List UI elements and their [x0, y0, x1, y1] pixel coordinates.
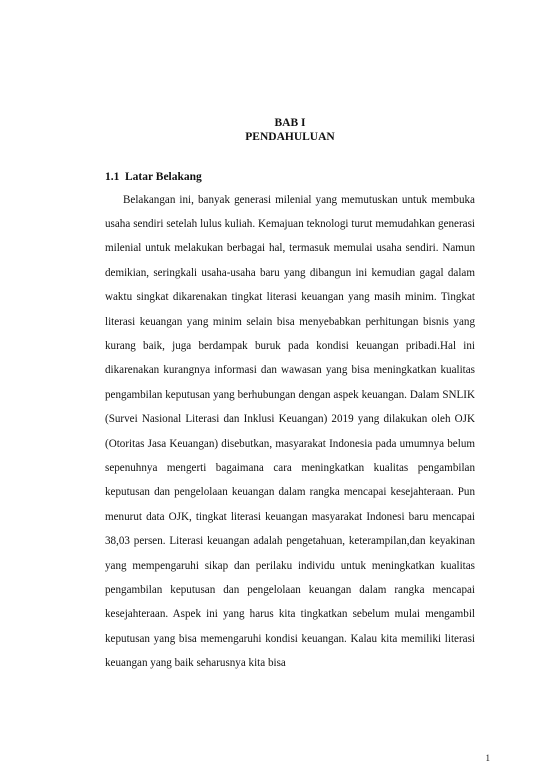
chapter-number: BAB I — [274, 117, 306, 129]
section-heading — [105, 170, 202, 184]
body-paragraph: Belakangan ini, banyak generasi milenial yang memutuskan untuk membuka usaha sendiri setelah lulus kuliah. Kemajuan teknologi turut memudahkan generasi milenial untuk melakukan berbagai hal, termasuk memulai usaha sendiri. Namun demikian, seringkali usaha-usaha baru yang dibangun ini kemudian gagal dalam waktu singkat dikarenakan tingkat literasi keuangan yang masih minim. Tingkat literasi keuangan yang minim selain bisa menyebabkan perhitungan bisnis yang kurang baik, juga berdampak buruk pada kondisi keuangan pribadi.Hal ini dikarenakan kurangnya informasi dan wawasan yang bisa meningkatkan kualitas pengambilan keputusan yang berhubungan dengan aspek keuangan. Dalam SNLIK (Survei Nasional Literasi dan Inklusi Keuangan) 2019 yang dilakukan oleh OJK (Otoritas Jasa Keuangan) disebutkan, masyarakat Indonesia pada umumnya belum sepenuhnya mengerti bagaimana cara meningkatkan kualitas pengambilan keputusan dan pengelolaan keuangan dalam rangka mencapai kesejahteraan. Pun menurut data OJK, tingkat literasi keuangan masyarakat Indonesi baru mencapai 38,03 persen. Literasi keuangan adalah pengetahuan, keterampilan,dan keyakinan yang mempengaruhi sikap dan perilaku individu untuk meningkatkan kualitas pengambilan keputusan dan pengelolaan keuangan dalam rangka mencapai kesejahteraan. Aspek ini yang harus kita tingkatkan sebelum mulai mengambil keputusan yang bisa memengaruhi kondisi keuangan. Kalau kita memiliki literasi keuangan yang baik seharusnya kita bisa — [105, 193, 475, 670]
chapter-heading — [105, 116, 475, 144]
section-number: 1.1 — [105, 171, 120, 183]
chapter-title: PENDAHULUAN — [245, 131, 335, 143]
page-number: 1 — [485, 753, 490, 763]
section-title: Latar Belakang — [125, 171, 202, 183]
